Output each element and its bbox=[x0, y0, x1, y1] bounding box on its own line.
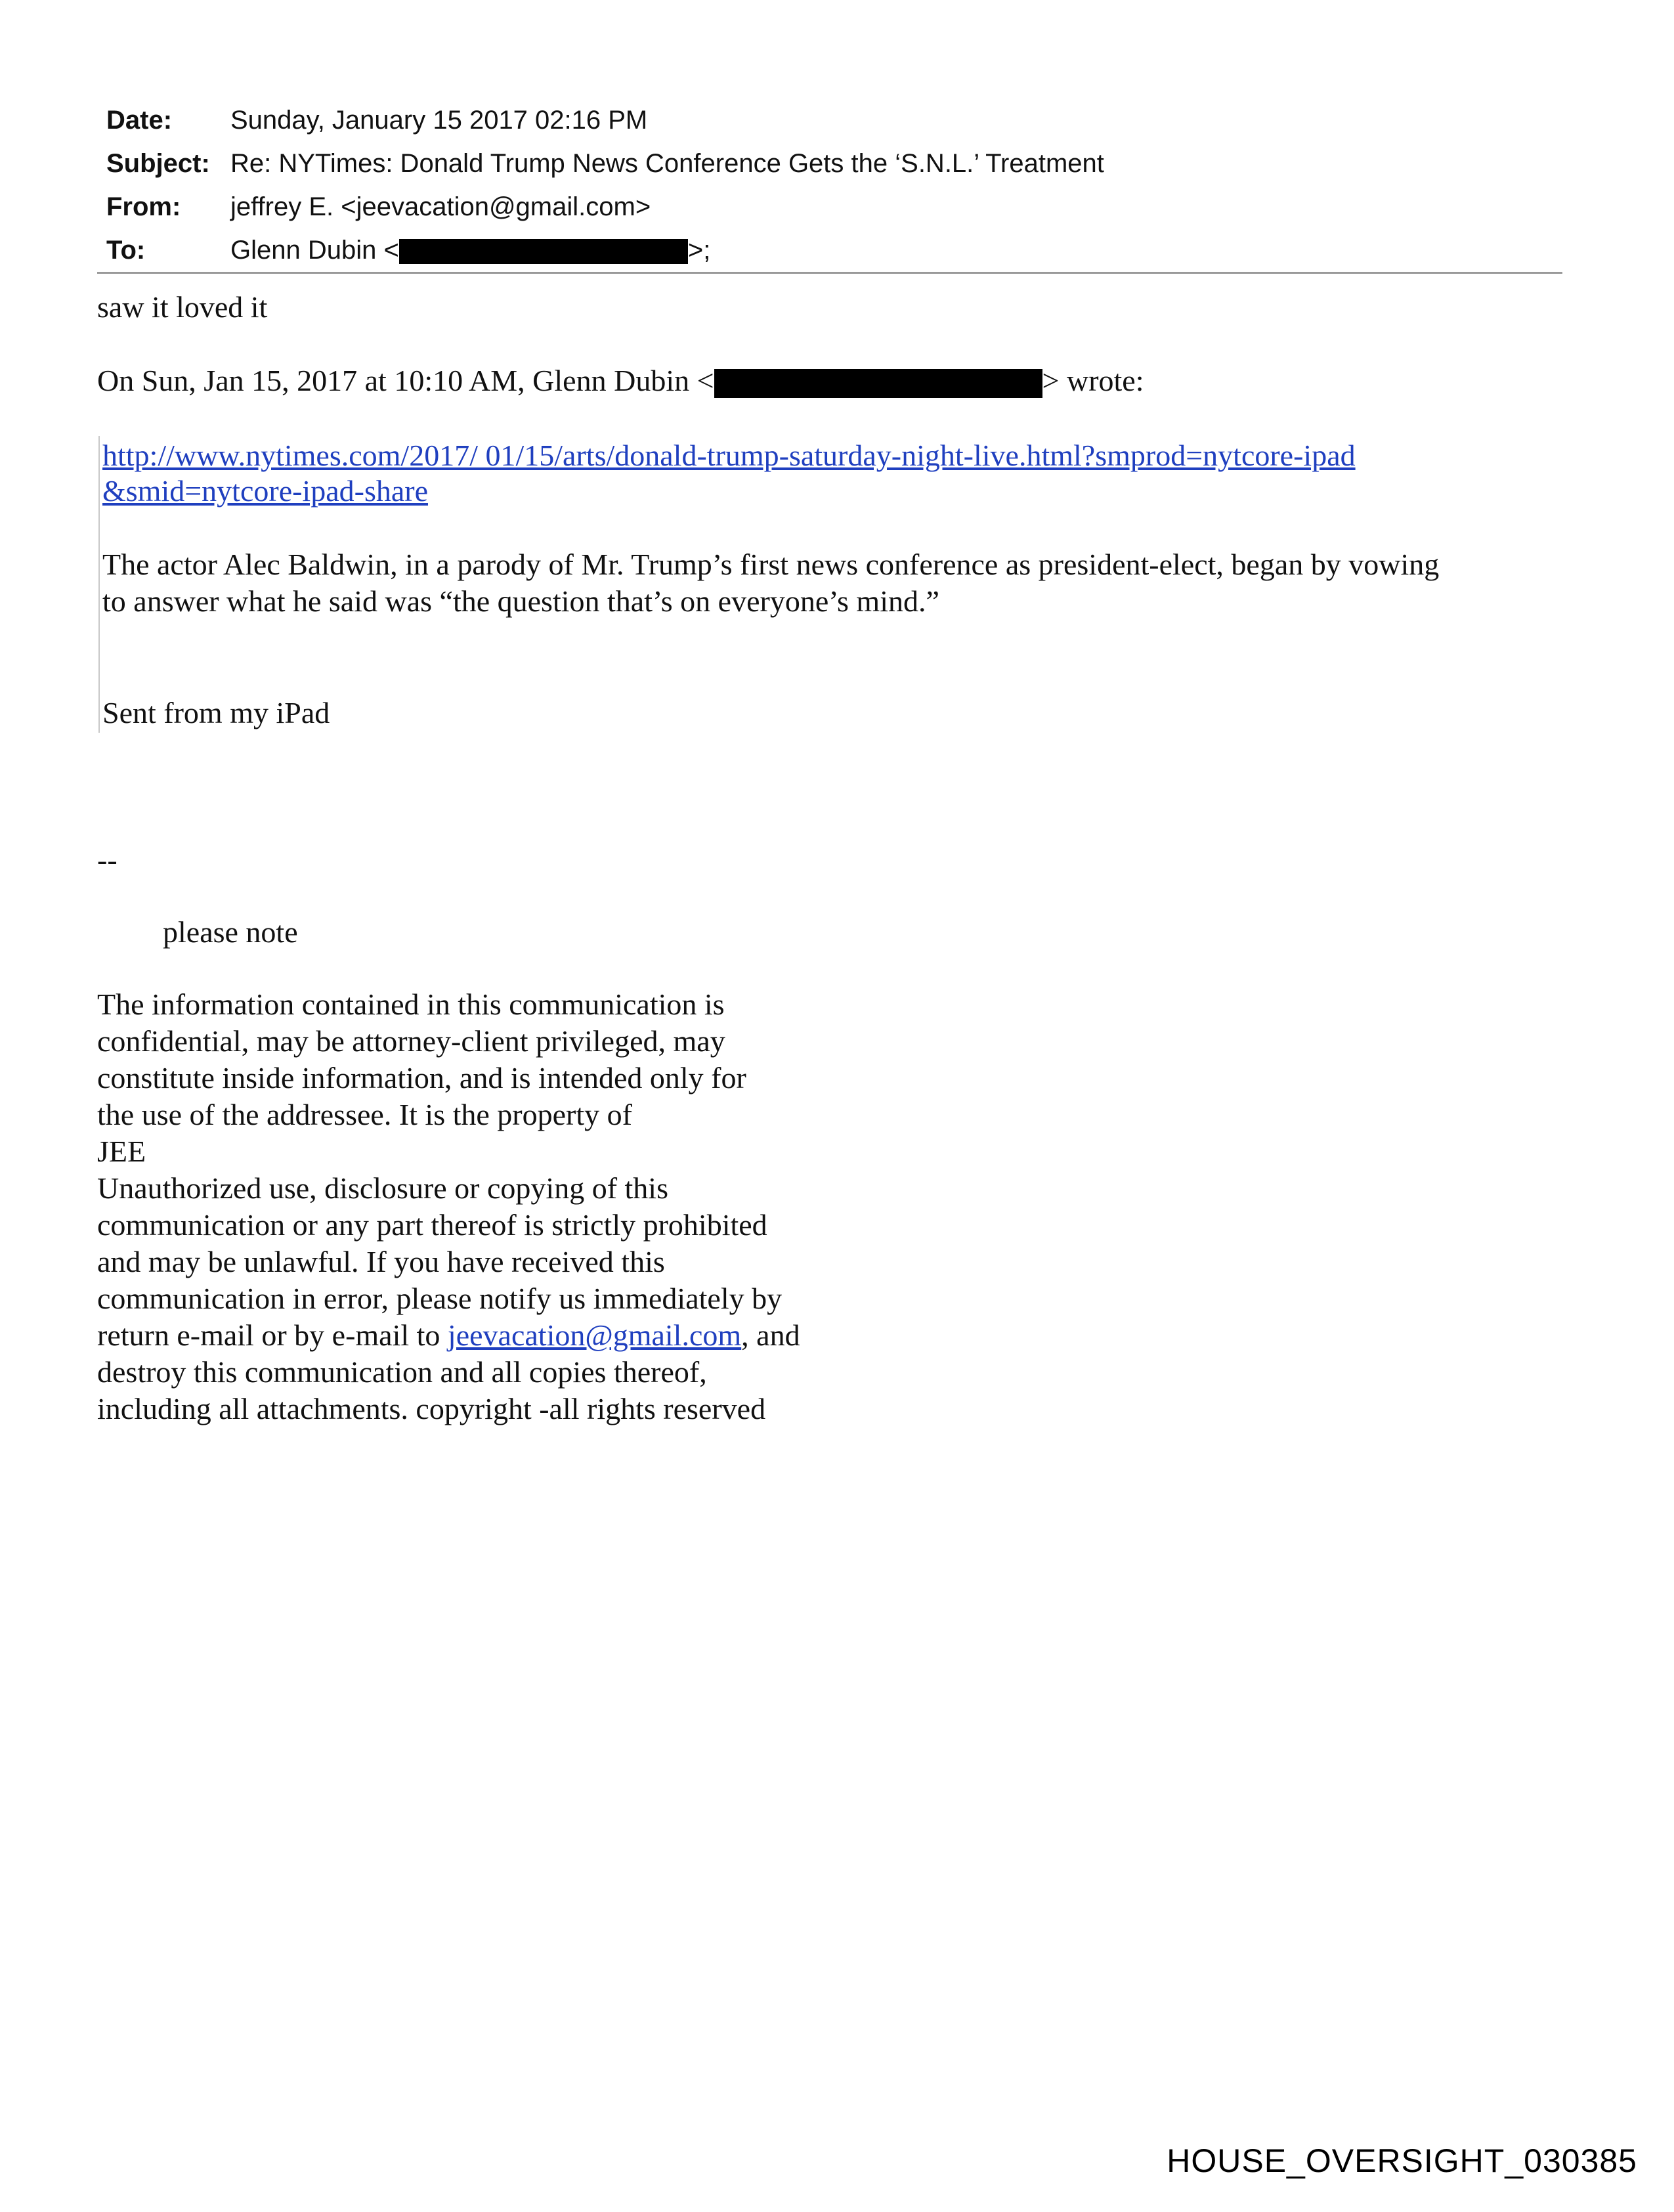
return-suffix: , and bbox=[741, 1318, 800, 1352]
date-row bbox=[106, 98, 1564, 142]
contact-email-link[interactable]: jeevacation@gmail.com bbox=[447, 1318, 742, 1352]
quote-intro-suffix: > wrote: bbox=[1042, 364, 1144, 397]
quote-bar bbox=[98, 436, 100, 733]
please-note: please note bbox=[163, 915, 298, 949]
article-summary-line-1: The actor Alec Baldwin, in a parody of Mr. Trump’s first news conference as president-elect, began by vowing bbox=[102, 548, 1440, 581]
article-summary-line-2: to answer what he said was “the question that’s on everyone’s mind.” bbox=[102, 584, 939, 618]
from-row bbox=[106, 185, 1564, 228]
disclaimer-return-line bbox=[97, 1317, 800, 1354]
to-suffix: >; bbox=[687, 236, 711, 265]
reply-text: saw it loved it bbox=[97, 290, 268, 324]
disclaimer-line: and may be unlawful. If you have received this bbox=[97, 1245, 665, 1278]
disclaimer-line: confidential, may be attorney-client privileged, may bbox=[97, 1024, 725, 1058]
subject-row bbox=[106, 142, 1564, 185]
redaction-block bbox=[714, 369, 1042, 398]
disclaimer-line: Unauthorized use, disclosure or copying of this bbox=[97, 1171, 668, 1205]
subject-value: Re: NYTimes: Donald Trump News Conference Gets the ‘S.N.L.’ Treatment bbox=[230, 149, 1104, 178]
return-prefix: return e-mail or by e-mail to bbox=[97, 1318, 448, 1352]
sent-from: Sent from my iPad bbox=[102, 696, 330, 729]
to-row bbox=[106, 228, 1564, 272]
disclaimer-line: constitute inside information, and is intended only for bbox=[97, 1061, 746, 1095]
email-header bbox=[106, 98, 1564, 272]
signature-separator: -- bbox=[97, 843, 118, 877]
disclaimer-line: JEE bbox=[97, 1135, 146, 1168]
from-value: jeffrey E. <jeevacation@gmail.com> bbox=[230, 192, 651, 221]
to-label: To: bbox=[106, 236, 146, 265]
disclaimer-line: The information contained in this communication is bbox=[97, 987, 725, 1021]
quote-intro-prefix: On Sun, Jan 15, 2017 at 10:10 AM, Glenn Dubin < bbox=[97, 364, 714, 397]
quote-intro bbox=[97, 362, 1144, 399]
to-value bbox=[230, 228, 710, 272]
document-id: HOUSE_OVERSIGHT_030385 bbox=[1167, 2142, 1637, 2179]
date-label: Date: bbox=[106, 106, 173, 135]
disclaimer-line: including all attachments. copyright -all rights reserved bbox=[97, 1392, 766, 1425]
disclaimer-line: destroy this communication and all copies thereof, bbox=[97, 1355, 707, 1389]
article-link-line-1[interactable]: http://www.nytimes.com/2017/ 01/15/arts/donald-trump-saturday-night-live.html?smprod=nytcore-ipad bbox=[102, 439, 1356, 472]
from-label: From: bbox=[106, 192, 181, 221]
to-name: Glenn Dubin < bbox=[230, 236, 399, 265]
header-divider bbox=[97, 272, 1562, 274]
redaction-block bbox=[399, 239, 688, 264]
subject-label: Subject: bbox=[106, 149, 210, 178]
disclaimer-line: the use of the addressee. It is the property of bbox=[97, 1098, 632, 1131]
article-link-line-2[interactable]: &smid=nytcore-ipad-share bbox=[102, 474, 429, 508]
disclaimer-line: communication or any part thereof is strictly prohibited bbox=[97, 1208, 767, 1242]
date-value: Sunday, January 15 2017 02:16 PM bbox=[230, 106, 648, 135]
disclaimer-line: communication in error, please notify us immediately by bbox=[97, 1282, 783, 1315]
